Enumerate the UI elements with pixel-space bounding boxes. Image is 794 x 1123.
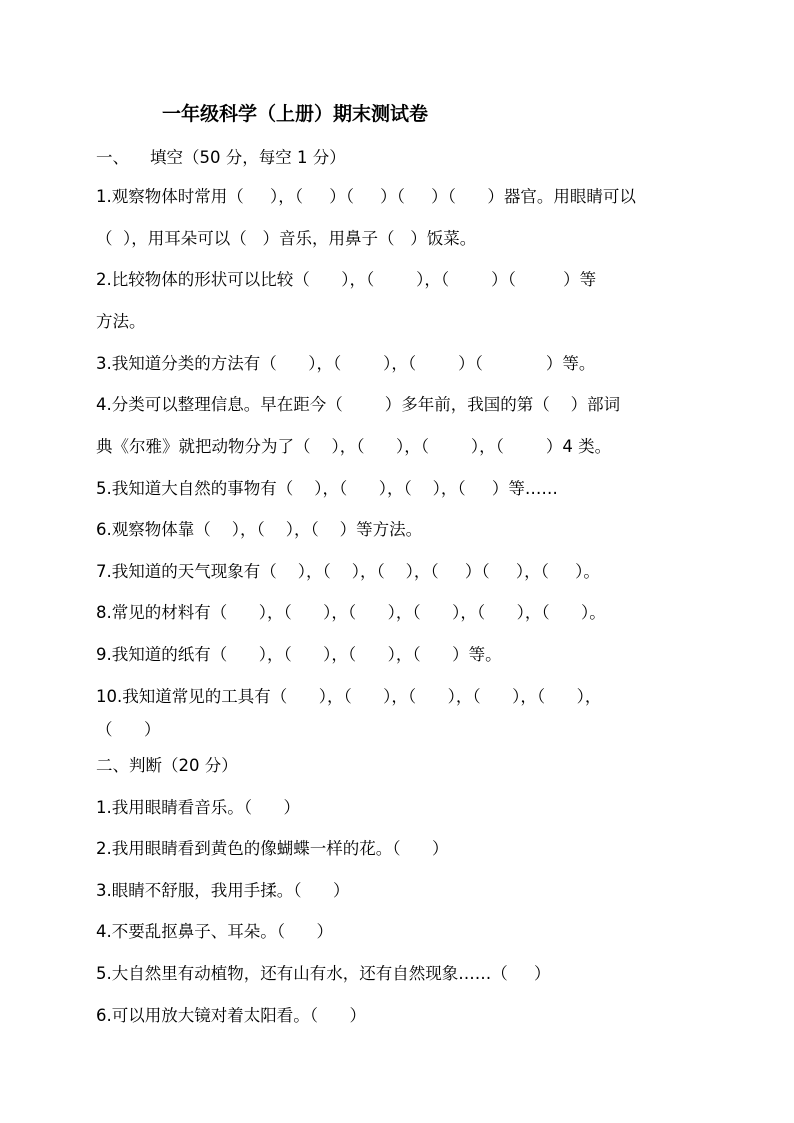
fill-blank-line: 8.常见的材料有（ ），（ ），（ ），（ ），（ ），（ ）。 (96, 603, 606, 622)
fill-blank-line: 6.观察物体靠（ ），（ ），（ ）等方法。 (96, 520, 423, 539)
fill-blank-line: 1.观察物体时常用（ ），（ ）（ ）（ ）（ ）器官。用眼睛可以 (96, 187, 636, 206)
true-false-item: 3.眼睛不舒服，我用手揉。（ ） (96, 881, 350, 900)
fill-blank-line: 典《尔雅》就把动物分为了（ ），（ ），（ ），（ ）4 类。 (96, 437, 612, 456)
fill-blank-line: （ ） (96, 720, 161, 739)
exam-title: 一年级科学（上册）期末测试卷 (162, 103, 429, 125)
fill-blank-line: 2.比较物体的形状可以比较（ ），（ ），（ ）（ ）等 (96, 270, 597, 289)
fill-blank-line: 3.我知道分类的方法有（ ），（ ），（ ）（ ）等。 (96, 354, 596, 373)
fill-blank-line: 9.我知道的纸有（ ），（ ），（ ），（ ）等。 (96, 645, 502, 664)
true-false-item: 2.我用眼睛看到黄色的像蝴蝶一样的花。（ ） (96, 839, 449, 858)
fill-blank-line: 5.我知道大自然的事物有（ ），（ ），（ ），（ ）等…… (96, 479, 558, 498)
fill-blank-line: 方法。 (96, 312, 146, 331)
section-2-heading: 二、判断（20 分） (96, 756, 238, 775)
section-1-heading: 一、 填空（50 分，每空 1 分） (96, 148, 346, 167)
true-false-item: 6.可以用放大镜对着太阳看。（ ） (96, 1006, 366, 1025)
true-false-item: 1.我用眼睛看音乐。（ ） (96, 798, 300, 817)
fill-blank-line: （ ），用耳朵可以（ ）音乐，用鼻子（ ）饭菜。 (96, 229, 477, 248)
fill-blank-line: 10.我知道常见的工具有（ ），（ ），（ ），（ ），（ ）， (96, 687, 602, 706)
true-false-item: 4.不要乱抠鼻子、耳朵。（ ） (96, 922, 333, 941)
fill-blank-line: 4.分类可以整理信息。早在距今（ ）多年前，我国的第（ ）部词 (96, 395, 621, 414)
true-false-item: 5.大自然里有动植物，还有山有水，还有自然现象……（ ） (96, 964, 551, 983)
fill-blank-line: 7.我知道的天气现象有（ ），（ ），（ ），（ ）（ ），（ ）。 (96, 562, 600, 581)
